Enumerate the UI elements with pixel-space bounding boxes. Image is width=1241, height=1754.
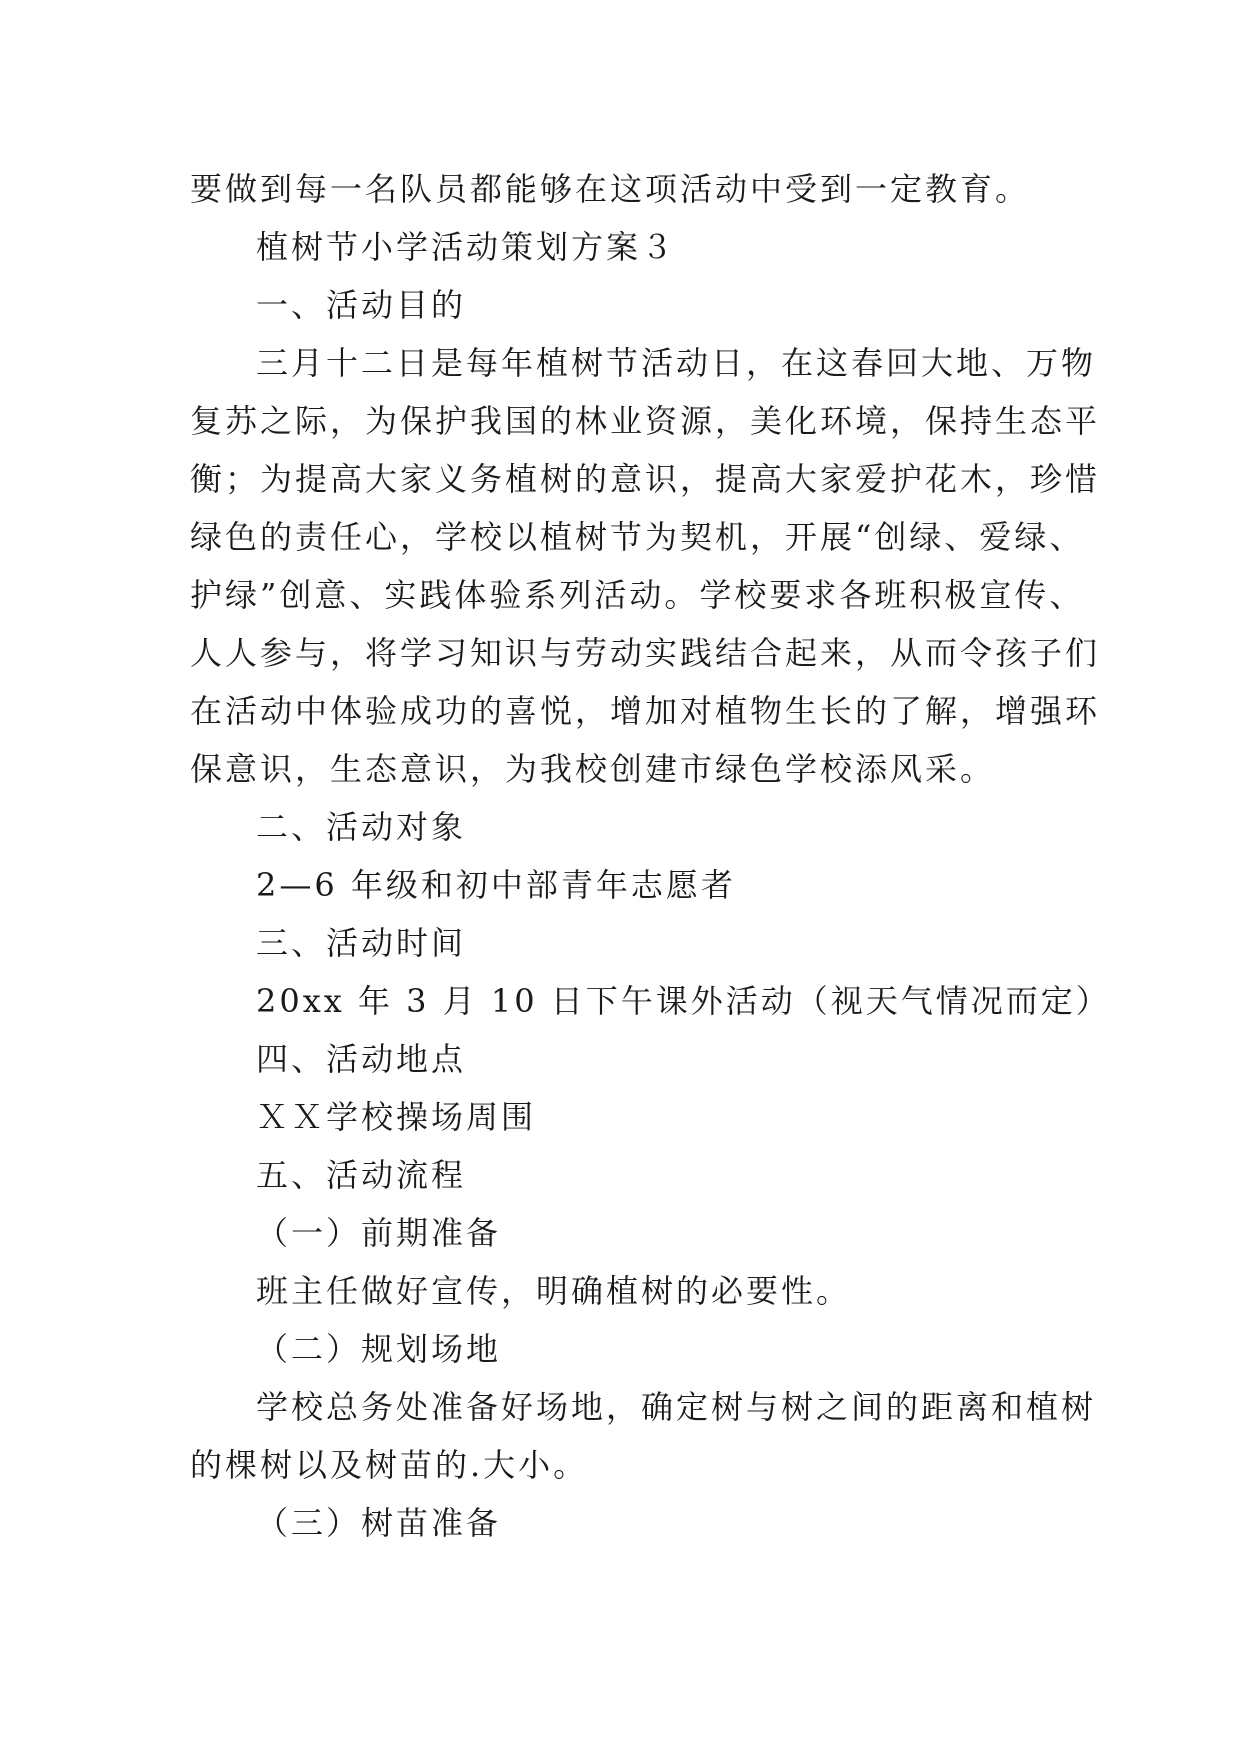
paragraph-target: 2—6 年级和初中部青年志愿者 <box>256 866 736 904</box>
text-line: 绿色的责任心，学校以植树节为契机，开展“创绿、爱绿、 <box>190 518 1085 556</box>
text-line: 人人参与，将学习知识与劳动实践结合起来，从而令孩子们 <box>190 634 1101 672</box>
text-line: 护绿”创意、实践体验系列活动。学校要求各班积极宣传、 <box>190 576 1085 614</box>
document-body <box>190 160 1111 1552</box>
subheading-planning: （二）规划场地 <box>256 1330 502 1368</box>
heading-process: 五、活动流程 <box>256 1156 467 1194</box>
subheading-preparation: （一）前期准备 <box>256 1214 502 1252</box>
text-line: 三月十二日是每年植树节活动日，在这春回大地、万物 <box>256 344 1097 382</box>
paragraph-time: 20xx 年 3 月 10 日下午课外活动（视天气情况而定） <box>256 982 1111 1020</box>
text-line: 的棵树以及树苗的.大小。 <box>190 1446 589 1484</box>
heading-place: 四、活动地点 <box>256 1040 467 1078</box>
text-line: 保意识，生态意识，为我校创建市绿色学校添风采。 <box>190 750 996 788</box>
text-line: 学校总务处准备好场地，确定树与树之间的距离和植树 <box>256 1388 1097 1426</box>
text-line: 在活动中体验成功的喜悦，增加对植物生长的了解，增强环 <box>190 692 1101 730</box>
heading-purpose: 一、活动目的 <box>256 286 467 324</box>
text-line: 衡；为提高大家义务植树的意识，提高大家爱护花木，珍惜 <box>190 460 1101 498</box>
document-title: 植树节小学活动策划方案３ <box>256 228 677 266</box>
paragraph-preparation: 班主任做好宣传，明确植树的必要性。 <box>256 1272 852 1310</box>
paragraph-place: ＸＸ学校操场周围 <box>256 1098 537 1136</box>
heading-time: 三、活动时间 <box>256 924 467 962</box>
heading-target: 二、活动对象 <box>256 808 467 846</box>
subheading-saplings: （三）树苗准备 <box>256 1504 502 1542</box>
paragraph-planning <box>190 1378 1097 1494</box>
paragraph-purpose <box>190 334 1101 798</box>
paragraph-continued: 要做到每一名队员都能够在这项活动中受到一定教育。 <box>190 170 1031 208</box>
text-line: 复苏之际，为保护我国的林业资源，美化环境，保持生态平 <box>190 402 1101 440</box>
